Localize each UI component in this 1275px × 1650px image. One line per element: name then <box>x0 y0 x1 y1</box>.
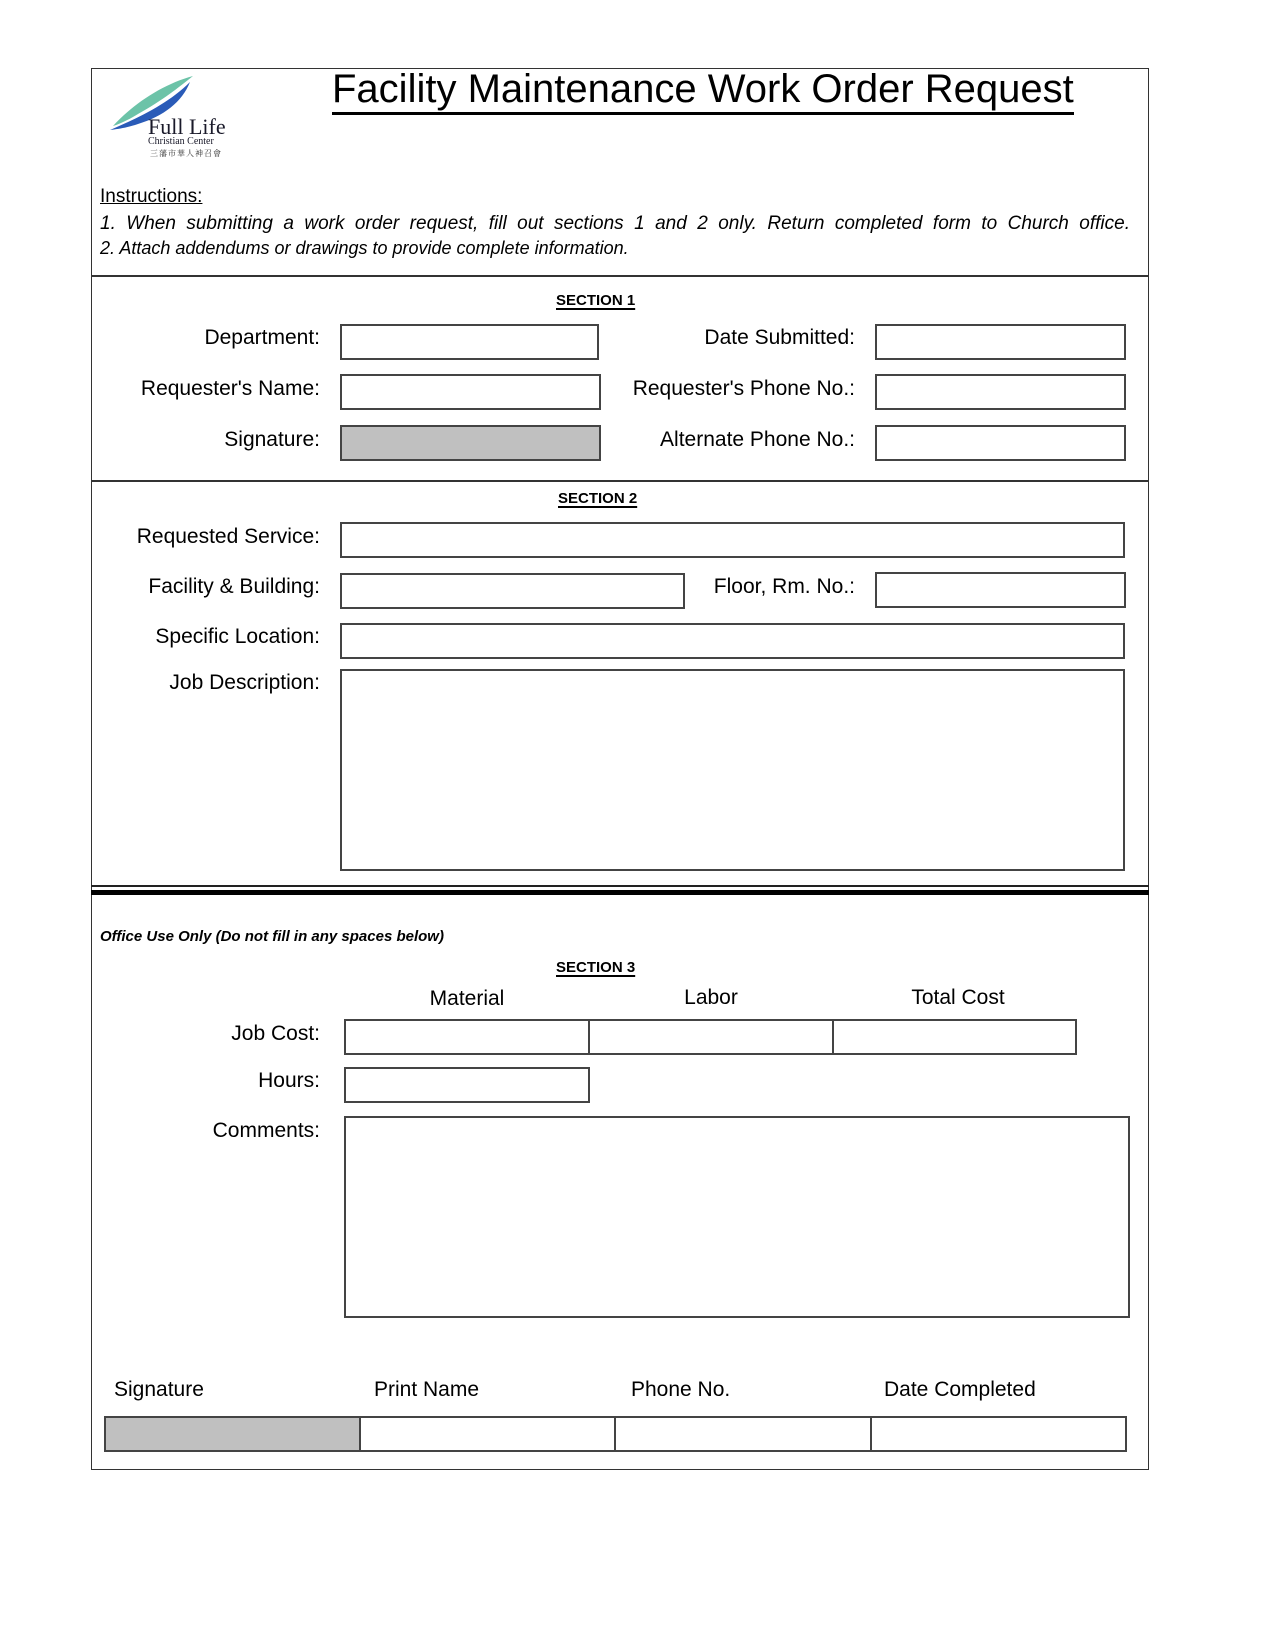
job-cost-label: Job Cost: <box>231 1022 320 1045</box>
total-cost-field[interactable] <box>832 1019 1077 1055</box>
alternate-phone-label: Alternate Phone No.: <box>660 428 855 451</box>
signoff-signature-field[interactable] <box>104 1416 361 1452</box>
requested-service-label: Requested Service: <box>136 525 320 548</box>
date-submitted-label: Date Submitted: <box>704 326 855 349</box>
divider <box>91 480 1149 482</box>
labor-cost-field[interactable] <box>588 1019 834 1055</box>
requester-name-label: Requester's Name: <box>140 377 320 400</box>
specific-location-field[interactable] <box>340 623 1125 659</box>
comments-label: Comments: <box>212 1119 320 1142</box>
material-column-header: Material <box>429 987 505 1010</box>
department-label: Department: <box>204 326 320 349</box>
date-submitted-field[interactable] <box>875 324 1126 360</box>
divider <box>91 890 1149 895</box>
hours-field[interactable] <box>344 1067 590 1103</box>
department-field[interactable] <box>340 324 599 360</box>
office-use-note: Office Use Only (Do not fill in any spaces below) <box>100 928 444 945</box>
hours-label: Hours: <box>258 1069 320 1092</box>
signoff-print-name-header: Print Name <box>374 1378 480 1401</box>
logo-line-1: Full Life <box>148 114 226 139</box>
signoff-date-completed-field[interactable] <box>870 1416 1127 1452</box>
total-cost-column-header: Total Cost <box>911 986 1005 1009</box>
job-description-label: Job Description: <box>169 671 320 694</box>
signoff-phone-header: Phone No. <box>631 1378 731 1401</box>
requester-phone-label: Requester's Phone No.: <box>632 377 855 400</box>
job-description-field[interactable] <box>340 669 1125 871</box>
logo-line-3: 三藩市華人神召會 <box>150 149 222 158</box>
specific-location-label: Specific Location: <box>155 625 320 648</box>
page-title: Facility Maintenance Work Order Request <box>332 66 1074 115</box>
signoff-phone-field[interactable] <box>614 1416 872 1452</box>
instructions-heading: Instructions: <box>100 186 203 207</box>
requested-service-field[interactable] <box>340 522 1125 558</box>
comments-field[interactable] <box>344 1116 1130 1318</box>
section-3-title: SECTION 3 <box>556 959 636 976</box>
signoff-print-name-field[interactable] <box>359 1416 616 1452</box>
instruction-item-1: 1. When submitting a work order request, fill out sections 1 and 2 only. Return completed form to Church office. <box>100 213 1130 234</box>
logo-line-2: Christian Center <box>148 136 214 147</box>
signoff-date-completed-header: Date Completed <box>884 1378 1036 1401</box>
labor-column-header: Labor <box>684 986 738 1009</box>
divider <box>91 275 1149 277</box>
alternate-phone-field[interactable] <box>875 425 1126 461</box>
signature-label: Signature: <box>224 428 320 451</box>
material-cost-field[interactable] <box>344 1019 590 1055</box>
section-1-title: SECTION 1 <box>556 292 636 309</box>
floor-room-field[interactable] <box>875 572 1126 608</box>
facility-building-field[interactable] <box>340 573 685 609</box>
signature-field[interactable] <box>340 425 601 461</box>
facility-building-label: Facility & Building: <box>148 575 320 598</box>
signoff-signature-header: Signature <box>114 1378 204 1401</box>
requester-phone-field[interactable] <box>875 374 1126 410</box>
requester-name-field[interactable] <box>340 374 601 410</box>
section-2-title: SECTION 2 <box>558 490 638 507</box>
divider <box>91 885 1149 887</box>
floor-room-label: Floor, Rm. No.: <box>713 575 855 598</box>
instruction-item-2: 2. Attach addendums or drawings to provide complete information. <box>100 238 629 258</box>
church-logo <box>108 74 230 160</box>
